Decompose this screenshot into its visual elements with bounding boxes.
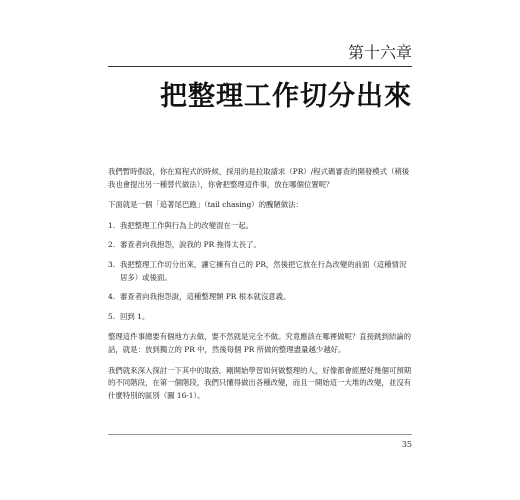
list-item-text: 我把整理工作與行為上的改變混在一起。 [120,220,254,230]
lead-paragraph: 下面就是一個「追著尾巴跑」（tail chasing）的醜陋做法： [108,200,303,210]
footer-rule [108,434,412,435]
list-item [108,259,412,284]
chapter-title: 把整理工作切分出來 [160,81,412,112]
list-item-text: 回到 1。 [120,311,150,321]
paragraph-2: 整理這件事總要有個地方去做，要不然就是完全不做。究竟應該在哪裡做呢？直接跳到結論的話，就是：放到獨立的 PR 中，然後每個 PR 所做的整理盡量越少越好。 [108,332,412,354]
paragraph-3: 我們就來深入探討一下其中的取捨。剛開始學習如何做整理的人，好像都會經歷好幾個可預期的不同階段，在第一個階段，我們只懂得做出各種改變，而且一開始這一大堆的改變，並沒有什麼特別的區別（圖 16-1）。 [108,365,412,400]
steps-list [108,220,412,324]
list-item [108,311,412,324]
list-item-number: 2. [108,240,116,250]
list-item-text: 審查者向我抱怨說，這種整理類 PR 根本就沒意義。 [120,292,291,302]
list-item [108,220,412,233]
list-item-number: 3. [108,259,116,269]
chapter-label: 第十六章 [347,43,412,62]
list-item-text: 審查者向我抱怨，說我的 PR 拖得太長了。 [120,240,261,250]
header-rule [108,66,412,67]
list-item [108,239,412,252]
list-item-text: 我把整理工作切分出來，讓它擁有自己的 PR，然後把它放在行為改變的前面（這種情況居多）或後面。 [120,259,407,282]
list-item [108,291,412,304]
body-text [108,166,412,410]
page-number: 35 [401,440,412,449]
list-item-number: 5. [108,311,116,321]
list-item-number: 4. [108,292,116,302]
intro-paragraph: 我們暫時假設，你在寫程式的時候，採用的是拉取請求（PR）/程式碼審查的開發模式（稍後我也會提出另一種替代做法），你會把整理這件事，放在哪個位置呢？ [108,167,410,189]
list-item-number: 1. [108,220,116,230]
